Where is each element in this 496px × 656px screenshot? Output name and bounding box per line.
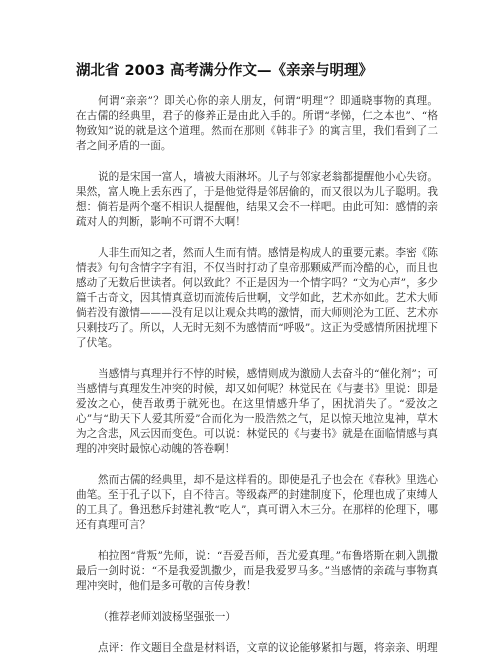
paragraph-fable: 说的是宋国一富人，墙被大雨淋坏。儿子与邻家老翁都提醒他小心失窃。果然，富人晚上丢东西了，于是他觉得是邻居偷的，而又很以为儿子聪明。我想：倘若是两个毫不相识人提醒他，结果又会不一样吧。由此可知：感情的亲疏对人的判断，影响不可谓不大啊！ bbox=[76, 171, 438, 228]
paragraph-plato: 柏拉图“背叛”先师，说：“吾爱吾师，吾尤爱真理。”布鲁塔斯在刺入凯撒最后一剑时说：“不是我爱凯撒少，而是我爱罗马多。”当感情的亲疏与事物真理冲突时，他们是多可敬的言传身教！ bbox=[76, 550, 438, 592]
paragraph-commentary: 点评：作文题目全盘是材料语，文章的议论能够紧扣与题，将亲亲、明理 bbox=[98, 642, 438, 654]
document-body bbox=[76, 94, 438, 656]
paragraph-recommenders: （推荐老师刘波杨坚强张一） bbox=[98, 611, 236, 623]
paragraph-emotion: 人非生而知之者，然而人生而有情。感情是构成人的重要元素。李密《陈情表》句句含情字字有泪，不仅当时打动了皇帝那颗威严而冷酷的心，而且也感动了无数后世读者。何以致此？不正是因为一个情字吗？“文为心声”，多少篇千古奇文，因其情真意切而流传后世啊，文学如此，艺术亦如此。艺术大师倘若没有激情———没有足以让观众共鸣的激情，而大师则沦为工匠、艺术亦只剩技巧了。所以，人无时无刻不为感情而“呼吸”。这正为受感情所困扰埋下了伏笔。 bbox=[76, 247, 438, 349]
paragraph-conflict: 当感情与真理并行不悖的时候，感情则成为激励人去奋斗的“催化剂”；可当感情与真理发生冲突的时候，却又如何呢？林觉民在《与妻书》里说：即是爱汝之心，使吾敢勇于就死也。在这里情感升华了，困扰消失了。“爱汝之心”与“助天下人爱其所爱”合而化为一股浩然之气，足以惊天地泣鬼神，草木为之含悲，风云因而变色。可以说：林觉民的《与妻书》就是在面临情感与真理的冲突时最惊心动魄的答卷啊！ bbox=[76, 368, 438, 455]
paragraph-confucian: 然而古儒的经典里，却不是这样看的。即使是孔子也会在《春秋》里选心曲笔。至于孔子以下，自不待言。等级森严的封建制度下，伦理也成了束缚人的工具了。鲁迅愁斥封建礼教“吃人”，真可谓入木三分。在那样的伦理下，哪还有真理可言？ bbox=[76, 474, 438, 531]
paragraph-intro: 何谓“亲亲”？即关心你的亲人朋友，何谓“明理”？即通晓事物的真理。在古儒的经典里，君子的修养正是由此入手的。所谓“孝悌，仁之本也”、“格物致知”说的就是这个道理。然而在那则《韩非子》的寓言里，我们看到了二者之间矛盾的一面。 bbox=[76, 95, 438, 152]
document-title: 湖北省 2003 高考满分作文—《亲亲与明理》 bbox=[76, 63, 373, 79]
